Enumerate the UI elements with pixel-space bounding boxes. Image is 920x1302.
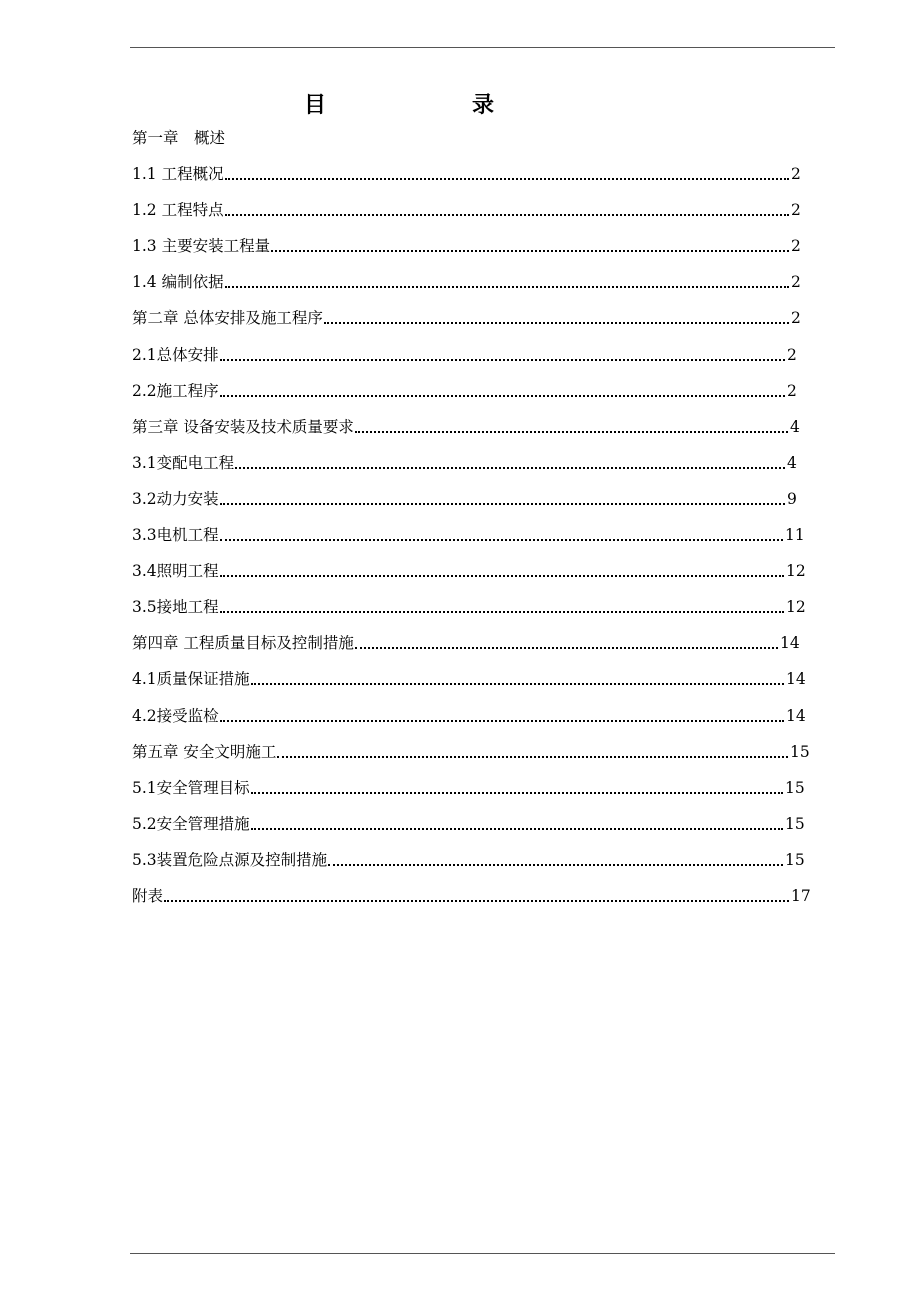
toc-entry[interactable] — [132, 160, 832, 196]
toc-entry[interactable] — [132, 521, 832, 557]
toc-entry[interactable] — [132, 377, 832, 413]
toc-entry[interactable] — [132, 593, 832, 629]
toc-entry-page: 15 — [785, 814, 805, 833]
dot-leader — [220, 521, 783, 549]
dot-leader — [328, 846, 783, 874]
toc-entry-title: 第三章 设备安装及技术质量要求 — [132, 417, 354, 436]
dot-leader — [271, 232, 789, 260]
toc-entry-title: 1.3 主要安装工程量 — [132, 237, 271, 256]
toc-entry-title: 1.4 编制依据 — [132, 273, 224, 292]
dot-leader — [220, 485, 785, 513]
toc-entry-page: 4 — [790, 417, 800, 436]
toc-entry-title: 3.4照明工程 — [132, 562, 219, 581]
toc-entry-title: 第一章 概述 — [132, 129, 226, 147]
toc-entry-title: 3.2动力安装 — [132, 489, 219, 508]
toc-entry-title: 5.3装置危险点源及控制措施 — [132, 850, 328, 869]
toc-entry[interactable] — [132, 449, 832, 485]
toc-entry-title: 3.3电机工程 — [132, 526, 219, 545]
toc-title: 目 录 — [303, 93, 556, 118]
toc-entry-title: 第五章 安全文明施工 — [132, 742, 277, 761]
toc-entry-title: 2.1总体安排 — [132, 345, 219, 364]
toc-entry-page: 2 — [791, 309, 801, 328]
toc-entry[interactable] — [132, 774, 832, 810]
toc-entry[interactable] — [132, 485, 832, 521]
dot-leader — [251, 774, 783, 802]
toc-entry-title: 4.2接受监检 — [132, 706, 219, 725]
toc-entry-title: 第四章 工程质量目标及控制措施 — [132, 634, 354, 653]
dot-leader — [235, 449, 785, 477]
toc-entry-title: 1.2 工程特点 — [132, 201, 224, 220]
toc-entry-title: 3.1变配电工程 — [132, 453, 235, 472]
toc-entry[interactable] — [132, 304, 832, 340]
header-rule — [130, 47, 835, 48]
dot-leader — [220, 377, 785, 405]
toc-entry[interactable] — [132, 196, 832, 232]
dot-leader — [355, 629, 778, 657]
dot-leader — [277, 738, 788, 766]
toc-entry[interactable] — [132, 268, 832, 304]
toc-entry-title: 3.5接地工程 — [132, 598, 219, 617]
toc-entry-title: 1.1 工程概况 — [132, 165, 224, 184]
toc-entry-page: 9 — [787, 489, 797, 508]
toc-entry[interactable] — [132, 810, 832, 846]
toc-entry-page: 2 — [791, 165, 801, 184]
dot-leader — [251, 810, 783, 838]
toc-entry[interactable] — [132, 738, 832, 774]
toc-entry-page: 4 — [787, 453, 797, 472]
toc-entry-page: 14 — [786, 670, 806, 689]
toc-entry-title: 第二章 总体安排及施工程序 — [132, 309, 323, 328]
toc-entry-title: 附表 — [132, 886, 164, 905]
toc-entry[interactable] — [132, 882, 832, 918]
toc-entry-page: 2 — [787, 345, 797, 364]
toc-entry-page: 2 — [787, 381, 797, 400]
dot-leader — [355, 413, 788, 441]
toc-entry-title: 4.1质量保证措施 — [132, 670, 250, 689]
toc-entry-page: 15 — [790, 742, 810, 761]
dot-leader — [225, 196, 789, 224]
toc-entry-page: 2 — [791, 273, 801, 292]
dot-leader — [164, 882, 789, 910]
toc-entry-page: 2 — [791, 201, 801, 220]
toc-entry-page: 11 — [785, 526, 805, 545]
dot-leader — [225, 160, 789, 188]
toc-entry-page: 12 — [786, 562, 806, 581]
toc-entry[interactable] — [132, 232, 832, 268]
toc-entry-page: 2 — [791, 237, 801, 256]
toc-entry[interactable] — [132, 557, 832, 593]
toc-entry-page: 14 — [786, 706, 806, 725]
footer-rule — [130, 1253, 835, 1254]
table-of-contents — [132, 124, 832, 918]
toc-entry[interactable] — [132, 341, 832, 377]
toc-entry[interactable] — [132, 629, 832, 665]
toc-entry[interactable] — [132, 413, 832, 449]
toc-entry-title: 5.1安全管理目标 — [132, 778, 250, 797]
toc-entry-page: 15 — [785, 778, 805, 797]
dot-leader — [220, 593, 784, 621]
toc-entry[interactable] — [132, 124, 832, 160]
toc-entry[interactable] — [132, 702, 832, 738]
dot-leader — [251, 665, 784, 693]
dot-leader — [220, 557, 784, 585]
dot-leader — [220, 341, 785, 369]
toc-entry-page: 15 — [785, 850, 805, 869]
toc-entry-page: 14 — [780, 634, 800, 653]
toc-entry-title: 5.2安全管理措施 — [132, 814, 250, 833]
dot-leader — [324, 304, 789, 332]
dot-leader — [225, 268, 789, 296]
toc-entry[interactable] — [132, 846, 832, 882]
dot-leader — [220, 702, 784, 730]
toc-entry-title: 2.2施工程序 — [132, 381, 219, 400]
toc-entry-page: 17 — [791, 886, 811, 905]
toc-entry-page: 12 — [786, 598, 806, 617]
toc-entry[interactable] — [132, 665, 832, 701]
